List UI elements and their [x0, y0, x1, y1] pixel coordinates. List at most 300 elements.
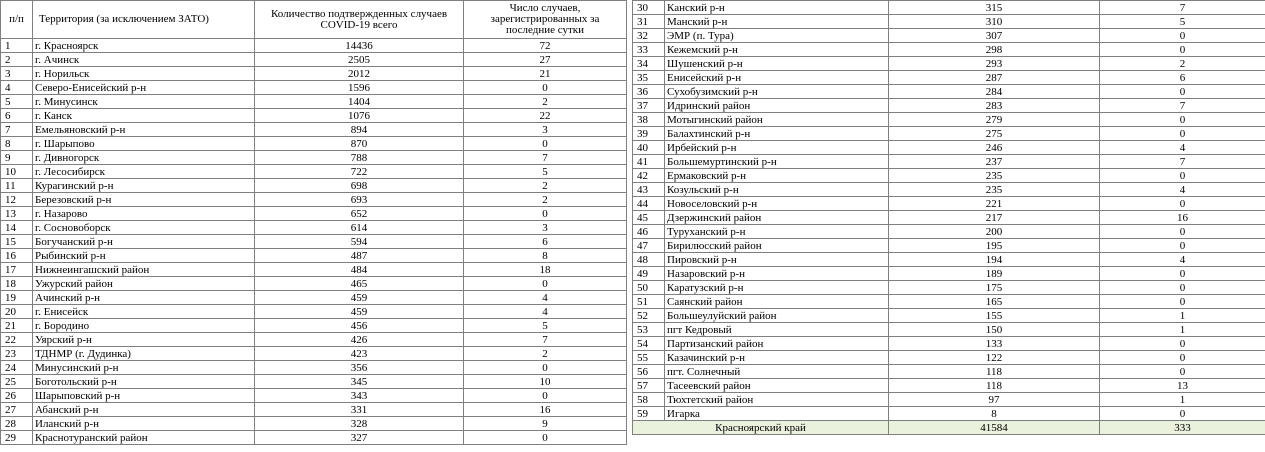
- table-row: [1, 361, 627, 375]
- row-total-cases: 237: [889, 155, 1100, 169]
- row-total-cases: 283: [889, 99, 1100, 113]
- row-daily-cases: 2: [1100, 57, 1265, 71]
- row-territory: пгт. Солнечный: [665, 365, 889, 379]
- row-territory: Партизанский район: [665, 337, 889, 351]
- row-territory: Кежемский р-н: [665, 43, 889, 57]
- table-row: [633, 127, 1265, 141]
- row-total-cases: 327: [255, 431, 464, 445]
- table-row: [633, 85, 1265, 99]
- cases-table-right: [632, 0, 1265, 435]
- row-territory: г. Енисейск: [33, 305, 255, 319]
- row-territory: г. Шарыпово: [33, 137, 255, 151]
- row-territory: Тюхтетский район: [665, 393, 889, 407]
- row-number: 2: [1, 53, 33, 67]
- row-daily-cases: 2: [464, 179, 627, 193]
- row-daily-cases: 3: [464, 123, 627, 137]
- table-row: [633, 211, 1265, 225]
- row-number: 35: [633, 71, 665, 85]
- row-daily-cases: 0: [464, 207, 627, 221]
- row-total-cases: 284: [889, 85, 1100, 99]
- row-daily-cases: 0: [1100, 225, 1265, 239]
- row-number: 8: [1, 137, 33, 151]
- row-number: 34: [633, 57, 665, 71]
- row-total-cases: 614: [255, 221, 464, 235]
- row-territory: Рыбинский р-н: [33, 249, 255, 263]
- table-row: [1, 67, 627, 81]
- row-territory: г. Бородино: [33, 319, 255, 333]
- row-territory: Абанский р-н: [33, 403, 255, 417]
- table-row: [633, 15, 1265, 29]
- row-number: 33: [633, 43, 665, 57]
- row-territory: Каратузский р-н: [665, 281, 889, 295]
- cases-table-left: [0, 0, 627, 445]
- row-daily-cases: 5: [464, 165, 627, 179]
- row-territory: г. Минусинск: [33, 95, 255, 109]
- row-daily-cases: 0: [1100, 351, 1265, 365]
- row-territory: Уярский р-н: [33, 333, 255, 347]
- row-number: 21: [1, 319, 33, 333]
- row-territory: Мотыгинский район: [665, 113, 889, 127]
- row-total-cases: 459: [255, 305, 464, 319]
- table-row: [1, 403, 627, 417]
- row-territory: ТДНМР (г. Дудинка): [33, 347, 255, 361]
- row-number: 28: [1, 417, 33, 431]
- row-total-cases: 788: [255, 151, 464, 165]
- row-daily-cases: 8: [464, 249, 627, 263]
- row-daily-cases: 27: [464, 53, 627, 67]
- row-total-cases: 217: [889, 211, 1100, 225]
- row-total-cases: 465: [255, 277, 464, 291]
- row-number: 24: [1, 361, 33, 375]
- row-daily-cases: 2: [464, 193, 627, 207]
- row-total-cases: 345: [255, 375, 464, 389]
- row-number: 47: [633, 239, 665, 253]
- row-territory: Бирилюсский район: [665, 239, 889, 253]
- row-territory: г. Лесосибирск: [33, 165, 255, 179]
- row-total-cases: 235: [889, 169, 1100, 183]
- table-row: [633, 253, 1265, 267]
- row-territory: Ачинский р-н: [33, 291, 255, 305]
- row-number: 51: [633, 295, 665, 309]
- row-number: 15: [1, 235, 33, 249]
- row-territory: Ужурский район: [33, 277, 255, 291]
- row-number: 50: [633, 281, 665, 295]
- row-daily-cases: 5: [1100, 15, 1265, 29]
- table-row: [633, 113, 1265, 127]
- row-territory: Игарка: [665, 407, 889, 421]
- row-total-cases: 594: [255, 235, 464, 249]
- row-territory: Боготольский р-н: [33, 375, 255, 389]
- row-daily-cases: 18: [464, 263, 627, 277]
- row-total-cases: 331: [255, 403, 464, 417]
- row-total-cases: 722: [255, 165, 464, 179]
- row-number: 20: [1, 305, 33, 319]
- summary-row: [633, 421, 1265, 435]
- row-total-cases: 97: [889, 393, 1100, 407]
- row-daily-cases: 0: [1100, 337, 1265, 351]
- table-row: [1, 235, 627, 249]
- row-daily-cases: 0: [1100, 29, 1265, 43]
- row-daily-cases: 0: [1100, 113, 1265, 127]
- table-row: [1, 249, 627, 263]
- table-row: [1, 221, 627, 235]
- row-number: 49: [633, 267, 665, 281]
- table-row: [633, 225, 1265, 239]
- row-daily-cases: 7: [1100, 99, 1265, 113]
- table-row: [633, 407, 1265, 421]
- table-row: [1, 389, 627, 403]
- row-number: 57: [633, 379, 665, 393]
- row-daily-cases: 4: [1100, 183, 1265, 197]
- table-row: [633, 183, 1265, 197]
- row-daily-cases: 0: [1100, 295, 1265, 309]
- row-number: 27: [1, 403, 33, 417]
- row-number: 9: [1, 151, 33, 165]
- row-number: 31: [633, 15, 665, 29]
- row-number: 4: [1, 81, 33, 95]
- row-territory: Козульский р-н: [665, 183, 889, 197]
- header-number: п/п: [1, 1, 33, 39]
- row-daily-cases: 0: [1100, 267, 1265, 281]
- row-number: 11: [1, 179, 33, 193]
- row-territory: Енисейский р-н: [665, 71, 889, 85]
- row-number: 36: [633, 85, 665, 99]
- table-row: [1, 53, 627, 67]
- row-daily-cases: 0: [464, 431, 627, 445]
- row-daily-cases: 0: [1100, 239, 1265, 253]
- table-row: [633, 239, 1265, 253]
- row-total-cases: 343: [255, 389, 464, 403]
- row-total-cases: 484: [255, 263, 464, 277]
- row-territory: Емельяновский р-н: [33, 123, 255, 137]
- row-number: 43: [633, 183, 665, 197]
- row-territory: Саянский район: [665, 295, 889, 309]
- row-number: 52: [633, 309, 665, 323]
- row-daily-cases: 0: [464, 277, 627, 291]
- row-number: 59: [633, 407, 665, 421]
- row-total-cases: 246: [889, 141, 1100, 155]
- table-row: [1, 277, 627, 291]
- row-territory: г. Сосновоборск: [33, 221, 255, 235]
- table-row: [1, 333, 627, 347]
- row-number: 13: [1, 207, 33, 221]
- table-row: [633, 337, 1265, 351]
- row-daily-cases: 9: [464, 417, 627, 431]
- row-daily-cases: 0: [464, 389, 627, 403]
- table-row: [1, 165, 627, 179]
- row-territory: Минусинский р-н: [33, 361, 255, 375]
- row-number: 39: [633, 127, 665, 141]
- row-total-cases: 195: [889, 239, 1100, 253]
- table-header-row: [1, 1, 627, 39]
- row-total-cases: 175: [889, 281, 1100, 295]
- row-territory: Шушенский р-н: [665, 57, 889, 71]
- table-body-left: [1, 39, 627, 445]
- row-total-cases: 1596: [255, 81, 464, 95]
- row-number: 44: [633, 197, 665, 211]
- row-total-cases: 298: [889, 43, 1100, 57]
- row-total-cases: 894: [255, 123, 464, 137]
- row-total-cases: 118: [889, 379, 1100, 393]
- row-territory: Туруханский р-н: [665, 225, 889, 239]
- row-total-cases: 307: [889, 29, 1100, 43]
- table-row: [633, 197, 1265, 211]
- row-territory: пгт Кедровый: [665, 323, 889, 337]
- row-total-cases: 221: [889, 197, 1100, 211]
- table-row: [633, 29, 1265, 43]
- row-daily-cases: 0: [1100, 169, 1265, 183]
- row-number: 18: [1, 277, 33, 291]
- row-number: 37: [633, 99, 665, 113]
- row-number: 48: [633, 253, 665, 267]
- row-number: 23: [1, 347, 33, 361]
- row-total-cases: 8: [889, 407, 1100, 421]
- header-total-cases: Количество подтвержденных случаев COVID-19 всего: [255, 1, 464, 39]
- row-territory: Нижнеингашский район: [33, 263, 255, 277]
- row-daily-cases: 4: [1100, 253, 1265, 267]
- row-daily-cases: 4: [1100, 141, 1265, 155]
- row-number: 54: [633, 337, 665, 351]
- row-daily-cases: 0: [1100, 127, 1265, 141]
- row-number: 3: [1, 67, 33, 81]
- row-daily-cases: 6: [1100, 71, 1265, 85]
- row-total-cases: 122: [889, 351, 1100, 365]
- row-total-cases: 275: [889, 127, 1100, 141]
- row-territory: Идринский район: [665, 99, 889, 113]
- row-territory: г. Красноярск: [33, 39, 255, 53]
- row-territory: Ермаковский р-н: [665, 169, 889, 183]
- row-total-cases: 423: [255, 347, 464, 361]
- row-total-cases: 328: [255, 417, 464, 431]
- header-territory: Территория (за исключением ЗАТО): [33, 1, 255, 39]
- row-total-cases: 133: [889, 337, 1100, 351]
- table-row: [1, 193, 627, 207]
- row-total-cases: 293: [889, 57, 1100, 71]
- row-daily-cases: 1: [1100, 323, 1265, 337]
- table-row: [633, 43, 1265, 57]
- row-number: 55: [633, 351, 665, 365]
- row-number: 56: [633, 365, 665, 379]
- row-territory: г. Канск: [33, 109, 255, 123]
- row-territory: Манский р-н: [665, 15, 889, 29]
- row-daily-cases: 4: [464, 291, 627, 305]
- row-total-cases: 165: [889, 295, 1100, 309]
- table-row: [1, 431, 627, 445]
- row-daily-cases: 13: [1100, 379, 1265, 393]
- row-territory: Сухобузимский р-н: [665, 85, 889, 99]
- row-territory: Тасеевский район: [665, 379, 889, 393]
- summary-total: 41584: [889, 421, 1100, 435]
- row-total-cases: 1404: [255, 95, 464, 109]
- row-number: 32: [633, 29, 665, 43]
- row-total-cases: 155: [889, 309, 1100, 323]
- table-row: [1, 347, 627, 361]
- row-number: 6: [1, 109, 33, 123]
- row-total-cases: 118: [889, 365, 1100, 379]
- row-territory: ЭМР (п. Тура): [665, 29, 889, 43]
- row-territory: Назаровский р-н: [665, 267, 889, 281]
- row-number: 46: [633, 225, 665, 239]
- table-row: [1, 109, 627, 123]
- table-row: [633, 155, 1265, 169]
- table-row: [1, 81, 627, 95]
- row-number: 25: [1, 375, 33, 389]
- row-number: 10: [1, 165, 33, 179]
- row-total-cases: 14436: [255, 39, 464, 53]
- row-daily-cases: 1: [1100, 393, 1265, 407]
- row-daily-cases: 7: [1100, 1, 1265, 15]
- table-row: [1, 95, 627, 109]
- table-row: [1, 39, 627, 53]
- row-number: 29: [1, 431, 33, 445]
- row-total-cases: 426: [255, 333, 464, 347]
- row-total-cases: 235: [889, 183, 1100, 197]
- table-row: [633, 393, 1265, 407]
- row-number: 22: [1, 333, 33, 347]
- summary-daily: 333: [1100, 421, 1265, 435]
- row-total-cases: 150: [889, 323, 1100, 337]
- table-row: [1, 207, 627, 221]
- row-number: 38: [633, 113, 665, 127]
- row-total-cases: 310: [889, 15, 1100, 29]
- table-row: [1, 123, 627, 137]
- row-daily-cases: 21: [464, 67, 627, 81]
- row-number: 26: [1, 389, 33, 403]
- row-territory: Канский р-н: [665, 1, 889, 15]
- row-total-cases: 459: [255, 291, 464, 305]
- row-daily-cases: 0: [1100, 43, 1265, 57]
- table-row: [633, 309, 1265, 323]
- row-total-cases: 2505: [255, 53, 464, 67]
- row-territory: Курагинский р-н: [33, 179, 255, 193]
- table-row: [633, 57, 1265, 71]
- row-number: 42: [633, 169, 665, 183]
- row-total-cases: 315: [889, 1, 1100, 15]
- row-territory: Новоселовский р-н: [665, 197, 889, 211]
- table-body-right: [633, 1, 1265, 421]
- table-row: [633, 267, 1265, 281]
- row-daily-cases: 16: [1100, 211, 1265, 225]
- row-daily-cases: 0: [1100, 197, 1265, 211]
- row-number: 58: [633, 393, 665, 407]
- table-row: [633, 169, 1265, 183]
- table-row: [1, 179, 627, 193]
- row-daily-cases: 0: [464, 137, 627, 151]
- row-territory: Балахтинский р-н: [665, 127, 889, 141]
- row-territory: г. Ачинск: [33, 53, 255, 67]
- row-daily-cases: 3: [464, 221, 627, 235]
- row-number: 17: [1, 263, 33, 277]
- row-territory: Северо-Енисейский р-н: [33, 81, 255, 95]
- row-number: 45: [633, 211, 665, 225]
- row-number: 53: [633, 323, 665, 337]
- row-total-cases: 487: [255, 249, 464, 263]
- row-daily-cases: 7: [1100, 155, 1265, 169]
- row-daily-cases: 72: [464, 39, 627, 53]
- table-row: [633, 295, 1265, 309]
- row-number: 41: [633, 155, 665, 169]
- row-number: 7: [1, 123, 33, 137]
- row-daily-cases: 0: [1100, 85, 1265, 99]
- row-total-cases: 279: [889, 113, 1100, 127]
- row-total-cases: 870: [255, 137, 464, 151]
- row-territory: Шарыповский р-н: [33, 389, 255, 403]
- row-territory: Ирбейский р-н: [665, 141, 889, 155]
- table-row: [1, 305, 627, 319]
- row-territory: Пировский р-н: [665, 253, 889, 267]
- row-daily-cases: 2: [464, 347, 627, 361]
- table-row: [633, 379, 1265, 393]
- row-daily-cases: 16: [464, 403, 627, 417]
- row-number: 16: [1, 249, 33, 263]
- table-row: [1, 291, 627, 305]
- table-row: [633, 99, 1265, 113]
- row-number: 1: [1, 39, 33, 53]
- row-territory: Березовский р-н: [33, 193, 255, 207]
- row-daily-cases: 6: [464, 235, 627, 249]
- row-territory: Иланский р-н: [33, 417, 255, 431]
- row-number: 19: [1, 291, 33, 305]
- row-total-cases: 652: [255, 207, 464, 221]
- header-daily-cases: Число случаев, зарегистрированных за последние сутки: [464, 1, 627, 39]
- row-territory: г. Дивногорск: [33, 151, 255, 165]
- row-total-cases: 356: [255, 361, 464, 375]
- table-row: [633, 71, 1265, 85]
- row-total-cases: 189: [889, 267, 1100, 281]
- table-row: [1, 151, 627, 165]
- table-row: [633, 323, 1265, 337]
- table-row: [1, 319, 627, 333]
- row-number: 14: [1, 221, 33, 235]
- row-territory: Дзержинский район: [665, 211, 889, 225]
- row-total-cases: 2012: [255, 67, 464, 81]
- row-territory: Большеулуйский район: [665, 309, 889, 323]
- row-total-cases: 1076: [255, 109, 464, 123]
- row-territory: Богучанский р-н: [33, 235, 255, 249]
- row-daily-cases: 0: [1100, 407, 1265, 421]
- row-daily-cases: 4: [464, 305, 627, 319]
- row-daily-cases: 5: [464, 319, 627, 333]
- row-territory: Большемуртинский р-н: [665, 155, 889, 169]
- row-territory: Казачинский р-н: [665, 351, 889, 365]
- row-daily-cases: 0: [464, 361, 627, 375]
- row-daily-cases: 22: [464, 109, 627, 123]
- table-row: [633, 141, 1265, 155]
- row-total-cases: 194: [889, 253, 1100, 267]
- row-total-cases: 698: [255, 179, 464, 193]
- row-number: 40: [633, 141, 665, 155]
- row-territory: Краснотуранский район: [33, 431, 255, 445]
- row-total-cases: 200: [889, 225, 1100, 239]
- table-row: [1, 263, 627, 277]
- row-territory: г. Норильск: [33, 67, 255, 81]
- table-row: [633, 281, 1265, 295]
- row-daily-cases: 7: [464, 333, 627, 347]
- row-territory: г. Назарово: [33, 207, 255, 221]
- table-row: [1, 417, 627, 431]
- row-daily-cases: 7: [464, 151, 627, 165]
- table-row: [633, 351, 1265, 365]
- row-number: 12: [1, 193, 33, 207]
- row-total-cases: 287: [889, 71, 1100, 85]
- table-row: [633, 365, 1265, 379]
- row-daily-cases: 0: [1100, 281, 1265, 295]
- summary-name: Красноярский край: [633, 421, 889, 435]
- row-daily-cases: 2: [464, 95, 627, 109]
- row-daily-cases: 1: [1100, 309, 1265, 323]
- table-row: [633, 1, 1265, 15]
- row-number: 30: [633, 1, 665, 15]
